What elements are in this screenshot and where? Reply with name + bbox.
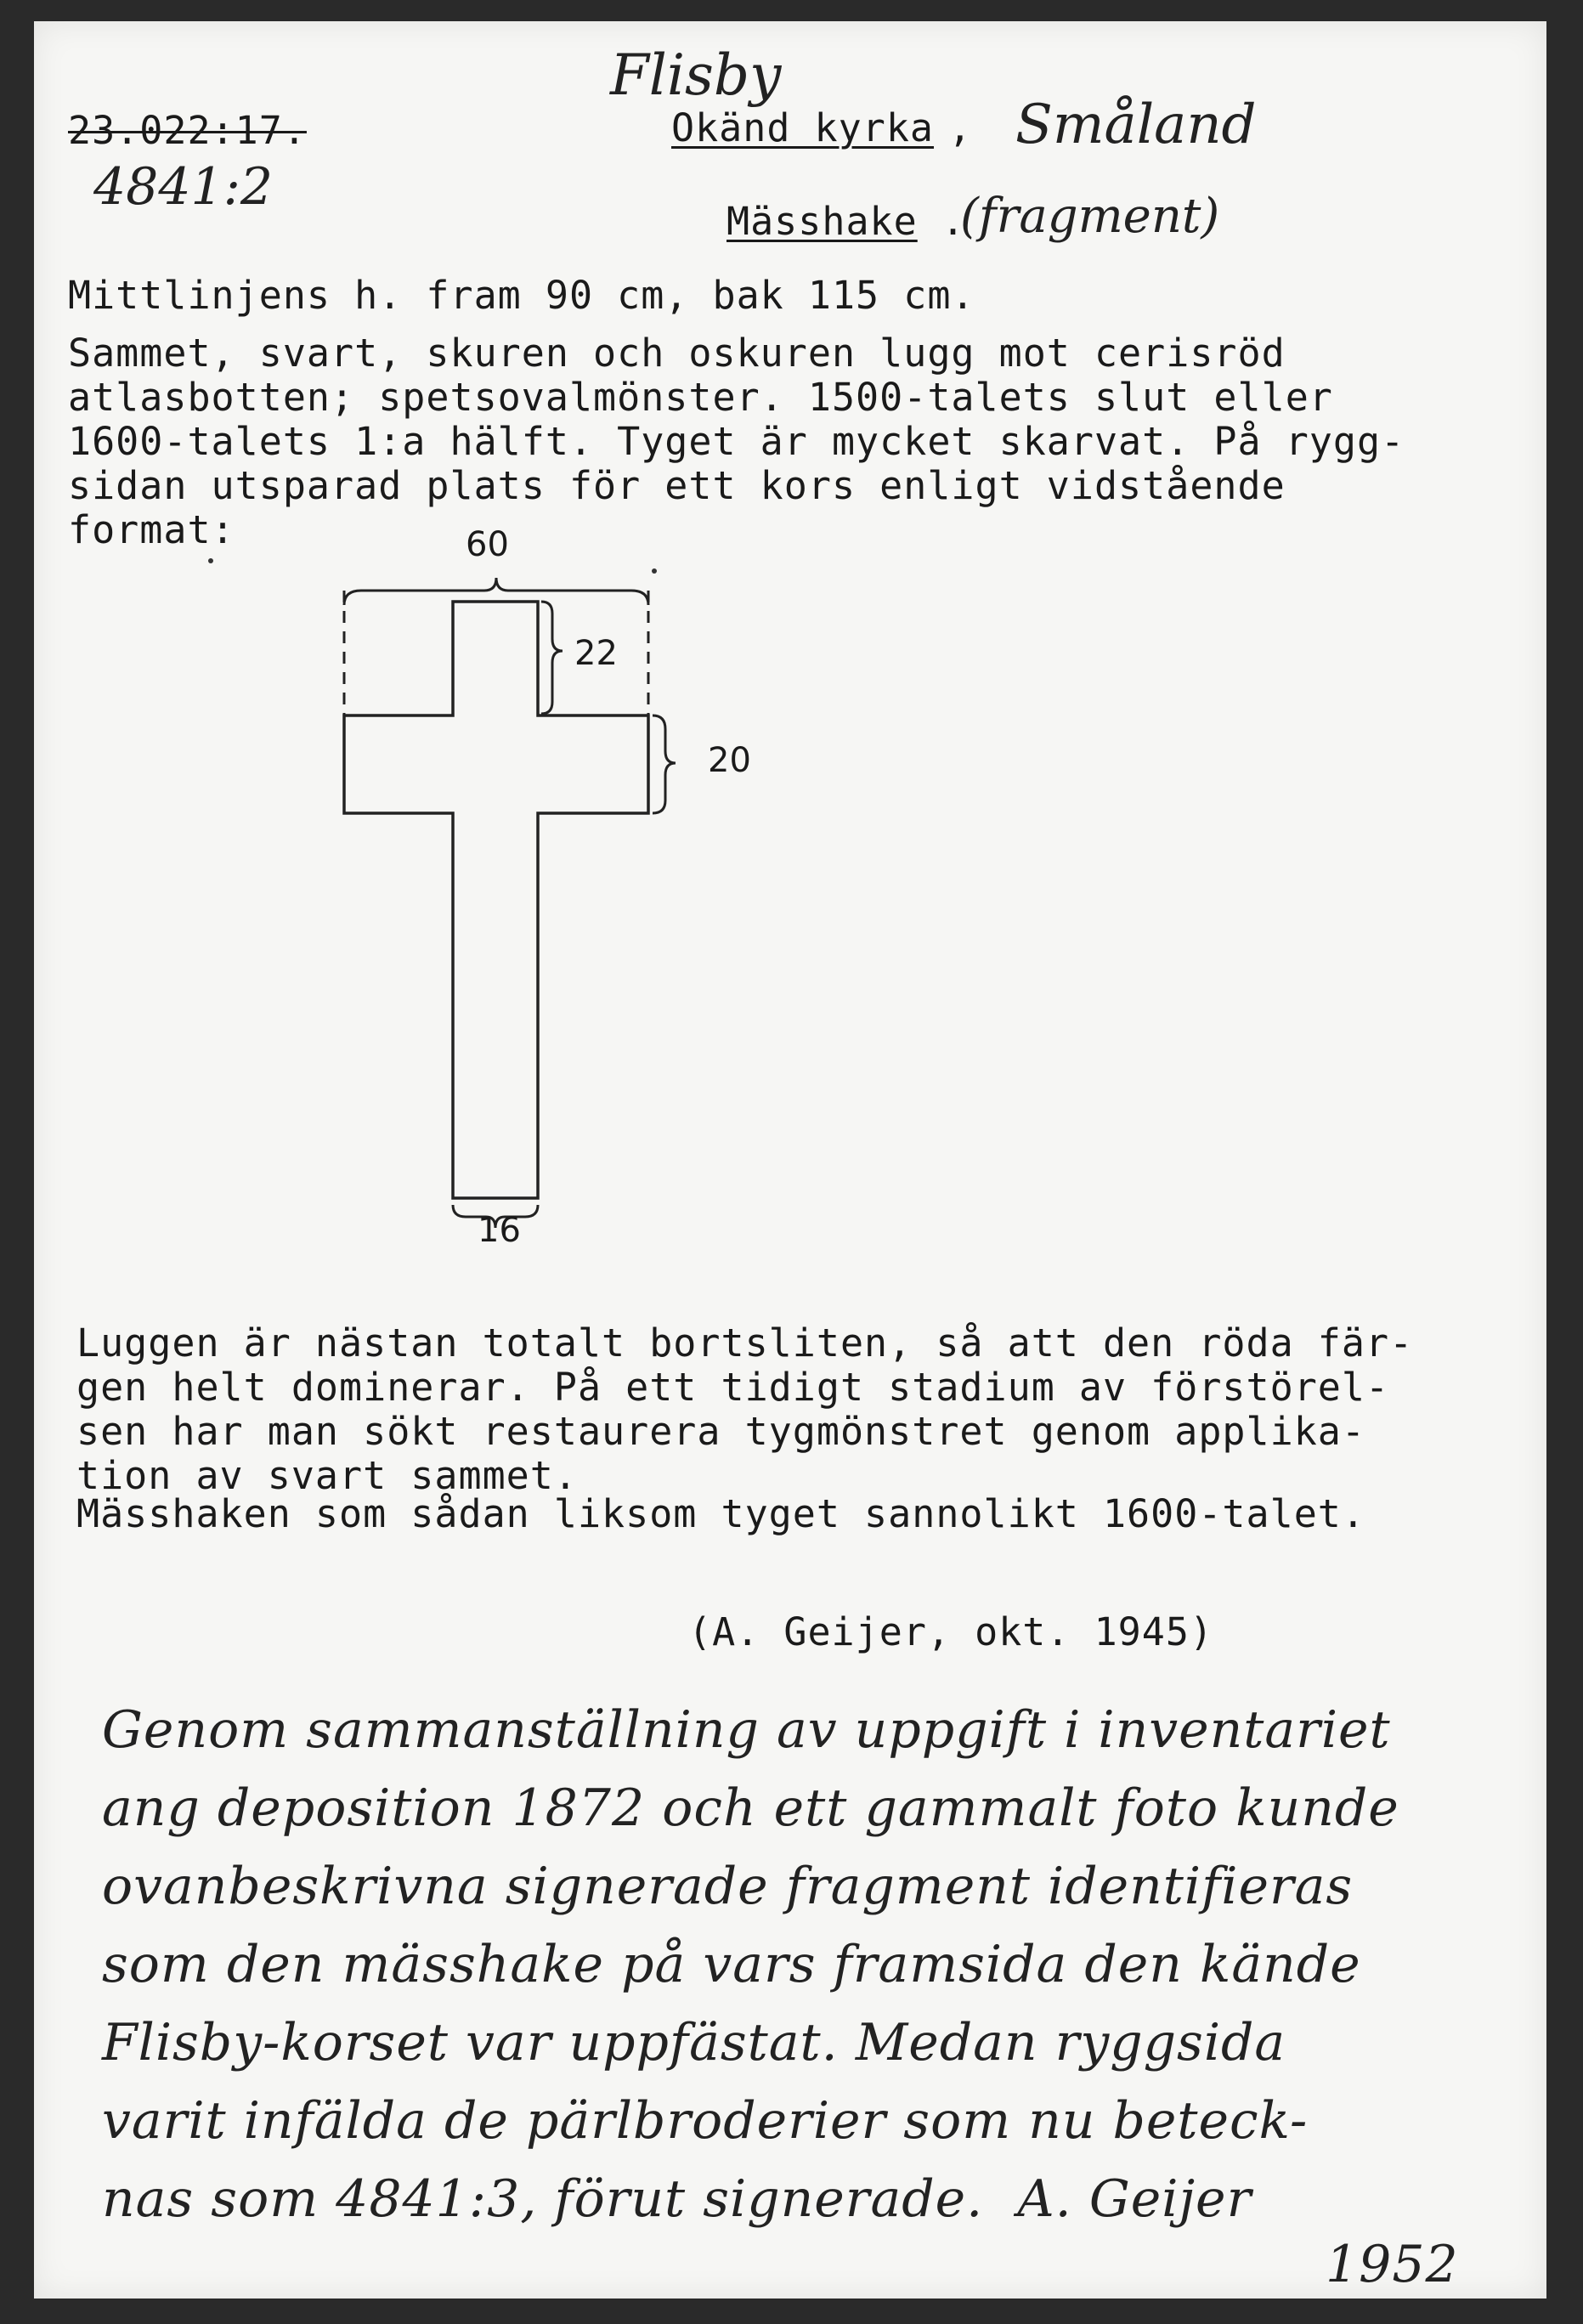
handwritten-line-3: ovanbeskrivna signerade fragment identifieras [102,1857,1354,1916]
place-name-handwritten: Flisby [610,42,782,108]
brace-20 [653,715,676,813]
old-catalog-number: 23.022:17. [68,108,307,153]
handwritten-year: 1952 [1326,2235,1459,2294]
description-line-4: sidan utsparad plats för ett kors enligt vidstående [68,463,1286,508]
typed-signature: (A. Geijer, okt. 1945) [688,1609,1214,1654]
notes-line-1: Luggen är nästan totalt bortsliten, så att den röda fär- [76,1320,1414,1366]
description-line-5: format: [68,507,235,552]
handwritten-line-1: Genom sammanställning av uppgift i inventariet [102,1700,1391,1760]
description-line-2: atlasbotten; spetsovalmönster. 1500-talets slut eller [68,375,1333,420]
handwritten-line-7: nas som 4841:3, förut signerade. A. Geijer [102,2169,1252,2229]
object-note-handwritten: (fragment) [960,189,1220,244]
notes-line-5: Mässhaken som sådan liksom tyget sannolikt 1600-talet. [76,1491,1365,1536]
notes-line-3: sen har man sökt restaurera tygmönstret genom applika- [76,1409,1365,1454]
new-catalog-number: 4841:2 [93,157,274,217]
dimension-16: 16 [478,1211,521,1250]
notes-line-2: gen helt dominerar. På ett tidigt stadium av förstörel- [76,1365,1390,1410]
brace-22 [541,602,563,714]
dimension-60: 60 [466,525,509,564]
handwritten-line-6: varit infälda de pärlbroderier som nu beteck- [102,2091,1309,2151]
handwritten-line-4: som den mässhake på vars framsida den kände [102,1935,1361,1994]
cross-outline [344,602,648,1198]
comma: , [948,105,973,150]
description-line-1: Sammet, svart, skuren och oskuren lugg mot cerisröd [68,331,1286,376]
description-line-3: 1600-talets 1:a hälft. Tyget är mycket skarvat. På rygg- [68,419,1405,464]
dimension-20: 20 [708,741,751,780]
region-handwritten: Småland [1015,93,1257,156]
measurement-line: Mittlinjens h. fram 90 cm, bak 115 cm. [68,273,975,318]
period: . [941,199,966,244]
handwritten-line-2: ang deposition 1872 och ett gammalt foto kunde [102,1778,1399,1838]
church-name: Okänd kyrka [671,105,935,150]
notes-line-4: tion av svart sammet. [76,1453,578,1498]
dimension-22: 22 [574,634,618,673]
handwritten-line-5: Flisby-korset var uppfästat. Medan ryggsida [102,2013,1286,2072]
object-type: Mässhake [726,199,918,244]
